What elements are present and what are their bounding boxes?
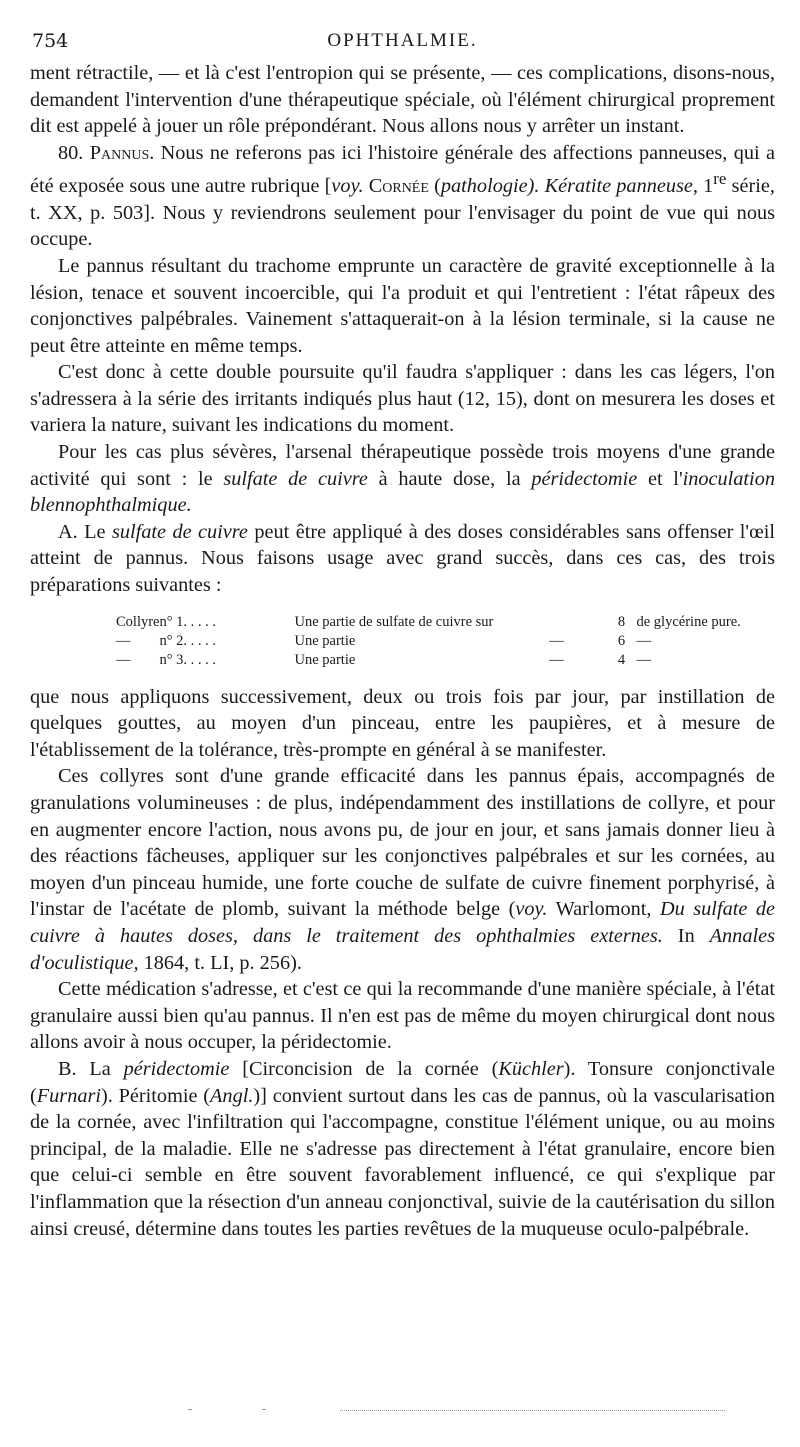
paragraph-text: ( bbox=[428, 175, 441, 198]
paragraph-text: que nous appliquons successivement, deux ou trois fois par jour, par instillation de quelques gouttes, au moyen d'un pinceau, entre les paupières, et à mesure de l'établissement de la tolérance, très-prompte en général à se manifester. bbox=[30, 685, 775, 761]
paragraph-text: Pour les cas plus sévères, l'arsenal thérapeutique possède trois moyens d'une grande activité qui sont : le bbox=[30, 441, 775, 490]
table-cell: 8 bbox=[617, 613, 626, 630]
body-text bbox=[30, 60, 775, 1242]
paragraph-continuation bbox=[30, 60, 775, 140]
paragraph-text: ment rétractile, — et là c'est l'entropion qui se présente, — ces complications, disons-nous, demandent l'intervention d'une thérapeutique spéciale, où l'élément chirurgical proprement dit est appelé à jouer un rôle prépondérant. Nous allons nous y arrêter un instant. bbox=[30, 62, 775, 138]
paragraph bbox=[30, 763, 775, 976]
paragraph-text: à haute dose, la bbox=[367, 467, 532, 490]
paragraph-text: Cette médication s'adresse, et c'est ce qui la recommande d'une manière spéciale, à l'état granulaire aussi bien qu'au pannus. Il n'en est pas de même du moyen chirurgical dont nous allons avoir à nous occuper, la péridectomie. bbox=[30, 978, 775, 1054]
table-cell bbox=[507, 613, 607, 632]
table-cell: Une partie de sulfate de cuivre sur bbox=[294, 613, 494, 630]
section-number: 80. bbox=[58, 141, 84, 164]
emphasis: Furnari bbox=[36, 1084, 101, 1107]
superscript: re bbox=[713, 169, 727, 189]
emphasis: sulfate de cuivre bbox=[223, 467, 368, 490]
table-row bbox=[116, 651, 741, 670]
paragraph-text: C'est donc à cette double poursuite qu'il faudra s'appliquer : dans les cas légers, l'on s'adressera à la série des irritants indiqués plus haut (12, 15), dont on mesurera les doses et variera la nature, suivant les indications du moment. bbox=[30, 361, 775, 437]
table-row bbox=[116, 613, 741, 632]
paragraph-subsection-b bbox=[30, 1056, 775, 1242]
paragraph-text: [Circoncision de la cornée ( bbox=[229, 1057, 499, 1080]
emphasis: Küchler bbox=[498, 1057, 564, 1080]
running-head bbox=[30, 28, 775, 60]
table-cell: — bbox=[116, 651, 131, 668]
table-cell: 6 bbox=[617, 632, 626, 649]
emphasis: péridectomie bbox=[123, 1057, 230, 1080]
section-80-pannus bbox=[30, 140, 775, 253]
paragraph-text: )] convient surtout dans les cas de pannus, où la vascularisation de la cornée, avec l'infiltration qui l'accompagne, constitue l'élément unique, ou au moins principal, de la maladie. Elle ne s'adresse pas directement à l'état granulaire, encore bien que celui-ci semble en être souvent favorablement influencé, ce qui s'explique par l'inflammation que la résection d'un anneau conjonctival, suivie de la cautérisation du sillon ainsi creusé, détermine dans toutes les parties revêtues de la muqueuse oculo-palpébrale. bbox=[30, 1084, 775, 1240]
paragraph-text: B. La bbox=[58, 1057, 124, 1080]
paragraph bbox=[30, 439, 775, 519]
table-cell: — bbox=[549, 651, 564, 668]
paragraph bbox=[30, 253, 775, 359]
paragraph-continuation bbox=[30, 684, 775, 764]
table-cell: de glycérine pure. bbox=[636, 613, 741, 630]
collyre-table bbox=[116, 613, 741, 670]
emphasis: inoculation blennophthalmique. bbox=[30, 467, 775, 517]
table-cell: — bbox=[549, 632, 564, 649]
paragraph-text: et l' bbox=[637, 467, 683, 490]
running-title: OPHTHALMIE. bbox=[327, 30, 478, 51]
table-cell: — bbox=[116, 632, 131, 649]
paragraph-text: Le pannus résultant du trachome emprunte un caractère de gravité exceptionnelle à la lésion, tenace et souvent incoercible, qui l'a produit et qui l'entretient : l'état râpeux des conjonctives palpébrales. Vainement s'attaquerait-on à la lésion terminale, si la cause ne peut être atteinte en même temps. bbox=[30, 254, 775, 357]
paragraph-subsection-a bbox=[30, 519, 775, 599]
page-number: 754 bbox=[32, 30, 69, 52]
paragraph-text: ). Péritomie ( bbox=[101, 1084, 211, 1107]
print-artifact bbox=[262, 1409, 266, 1410]
table-cell: Une partie bbox=[294, 651, 356, 668]
paragraph bbox=[30, 359, 775, 439]
table-cell: n° 2. . . . . bbox=[159, 632, 217, 649]
reference-cornee: Cornée bbox=[368, 175, 429, 198]
citation-journal: Annales d'oculistique, bbox=[30, 924, 775, 974]
reference-voy: voy. bbox=[331, 175, 364, 198]
paragraph-text: Warlomont, bbox=[547, 898, 660, 921]
emphasis: sulfate de cuivre bbox=[111, 520, 248, 543]
table-row bbox=[116, 632, 741, 651]
emphasis: péridectomie bbox=[531, 467, 638, 490]
reference-title: pathologie). Kératite panneuse, bbox=[440, 175, 698, 198]
table-cell: n° 3. . . . . bbox=[159, 651, 217, 668]
paragraph-text: 1 bbox=[697, 175, 714, 198]
table-cell: — bbox=[636, 651, 651, 668]
table-cell: 4 bbox=[617, 651, 626, 668]
citation-title: Du sulfate de cuivre à hautes doses, dans le traitement des ophthalmies externes. bbox=[30, 898, 776, 947]
emphasis: voy. bbox=[515, 898, 548, 921]
paragraph-text: peut être appliqué à des doses considérables sans offenser l'œil atteint de pannus. Nous faisons usage avec grand succès, dans ces cas, des trois préparations suivantes : bbox=[30, 520, 775, 597]
paragraph-text: A. Le bbox=[58, 520, 112, 543]
table-cell: Une partie bbox=[294, 632, 356, 649]
table-cell: n° 1. . . . . bbox=[159, 613, 217, 630]
print-artifact bbox=[188, 1409, 192, 1410]
paragraph-text: 1864, t. LI, p. 256). bbox=[138, 951, 302, 974]
table-cell: — bbox=[636, 632, 651, 649]
book-page bbox=[30, 28, 775, 1242]
paragraph-text: In bbox=[662, 924, 710, 947]
paragraph-text: ). Tonsure conjonctivale ( bbox=[30, 1057, 775, 1107]
paragraph-text: Ces collyres sont d'une grande efficacité dans les pannus épais, accompagnés de granulations volumineuses : de plus, indépendamment des instillations de collyre, et pour en augmenter encore l'action, nous avons pu, de jour en jour, et sans jamais donner lieu à des réactions fâcheuses, appliquer sur les conjonctives palpébrales et sur les cornées, au moyen d'un pinceau humide, une forte couche de sulfate de cuivre finement porphyrisé, à l'instar de l'acétate de plomb, suivant la méthode belge ( bbox=[30, 765, 775, 921]
table-cell: Collyre bbox=[116, 613, 160, 630]
emphasis: Angl. bbox=[210, 1084, 254, 1107]
paragraph-text: Nous ne referons pas ici l'histoire générale des affections panneuses, qui a été exposée sous une autre rubrique [ bbox=[30, 141, 775, 198]
paragraph-text: série, t. XX, p. 503]. Nous y reviendrons seulement pour l'envisager du point de vue qui nous occupe. bbox=[30, 175, 775, 251]
paragraph bbox=[30, 976, 775, 1056]
section-title: Pannus. bbox=[89, 141, 155, 164]
print-artifact bbox=[340, 1410, 725, 1411]
